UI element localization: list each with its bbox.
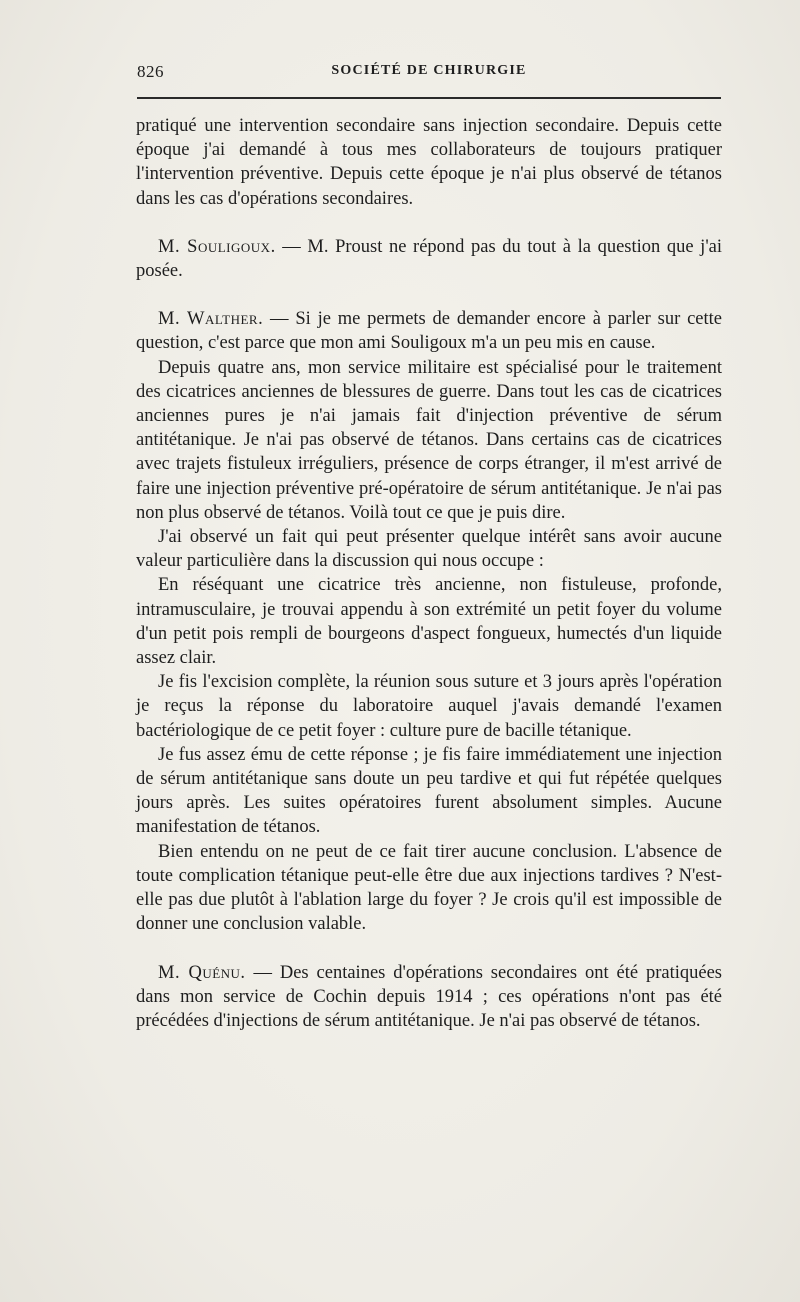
- page-number: 826: [137, 62, 164, 81]
- paragraph-body: [136, 670, 722, 743]
- paragraph-walther: [136, 307, 722, 355]
- running-head: SOCIÉTÉ DE CHIRURGIE: [331, 63, 527, 78]
- paragraph-text: Des centaines d'opérations secondaires ont été pratiquées dans mon service de Cochin depuis 1914 ; ces opérations n'ont pas été précédées d'injections de sérum antitétanique. Je n'ai pas observé de tétanos.: [136, 962, 722, 1031]
- speaker-name: M. Quénu.: [158, 962, 246, 983]
- paragraph-text: Depuis quatre ans, mon service militaire est spécialisé pour le traitement des cicatrices anciennes de blessures de guerre. Dans tout les cas de cicatrices anciennes pures je n'ai jamais fait d'injection préventive de sérum antitétanique. Je n'ai pas observé de tétanos. Dans certains cas de cicatrices avec trajets fistuleux irréguliers, présence de corps étranger, il m'est arrivé de faire une injection préventive pré-opératoire de sérum antitétanique. Je n'ai pas non plus observé de tétanos. Voilà tout ce que je puis dire.: [136, 357, 722, 523]
- speaker-dash: —: [245, 962, 280, 983]
- speaker-name: M. Souligoux.: [158, 236, 276, 257]
- paragraph-continuation: [136, 114, 722, 211]
- paragraph-body: [136, 356, 722, 525]
- page-header: [137, 62, 721, 86]
- paragraph-souligoux: [136, 235, 722, 283]
- paragraph-text: En réséquant une cicatrice très ancienne, non fistuleuse, profonde, intramusculaire, je trouvai appendu à son extrémité un petit foyer du volume d'un petit pois rempli de bourgeons d'aspect fongueux, humectés d'un liquide assez clair.: [136, 575, 722, 669]
- paragraph-body: [136, 743, 722, 840]
- paragraph-body: [136, 573, 722, 670]
- paragraph-body: [136, 840, 722, 937]
- paragraph-text: Bien entendu on ne peut de ce fait tirer aucune conclusion. L'absence de toute complication tétanique peut-elle être due aux injections tardives ? N'est-elle pas due plutôt à l'ablation large du foyer ? Je crois qu'il est impossible de donner une conclusion valable.: [136, 841, 722, 935]
- paragraph-text: Je fus assez ému de cette réponse ; je fis faire immédiatement une injection de sérum antitétanique sans doute un peu tardive et qui fut répétée quelques jours après. Les suites opératoires furent absolument simples. Aucune manifestation de tétanos.: [136, 744, 722, 838]
- header-rule: [137, 97, 721, 99]
- body-text: [136, 114, 722, 1033]
- paragraph-body: [136, 525, 722, 573]
- speaker-name: M. Walther.: [158, 309, 264, 330]
- speaker-dash: —: [263, 309, 296, 330]
- paragraph-text: Si je me permets de demander encore à parler sur cette question, c'est parce que mon ami Souligoux m'a un peu mis en cause.: [136, 309, 722, 354]
- paragraph-text: pratiqué une intervention secondaire sans injection secondaire. Depuis cette époque j'ai demandé à tous mes collaborateurs de toujours pratiquer l'intervention préventive. Depuis cette époque je n'ai plus observé de tétanos dans les cas d'opérations secondaires.: [136, 116, 722, 209]
- paragraph-text: J'ai observé un fait qui peut présenter quelque intérêt sans avoir aucune valeur particulière dans la discussion qui nous occupe :: [136, 527, 722, 572]
- paragraph-text: Je fis l'excision complète, la réunion sous suture et 3 jours après l'opération je reçus la réponse du laboratoire auquel j'avais demandé l'examen bactériologique de ce petit foyer : culture pure de bacille tétanique.: [136, 672, 722, 741]
- paragraph-text: M. Proust ne répond pas du tout à la question que j'ai posée.: [136, 236, 723, 282]
- paragraph-quenu: [136, 961, 722, 1034]
- speaker-dash: —: [275, 236, 308, 257]
